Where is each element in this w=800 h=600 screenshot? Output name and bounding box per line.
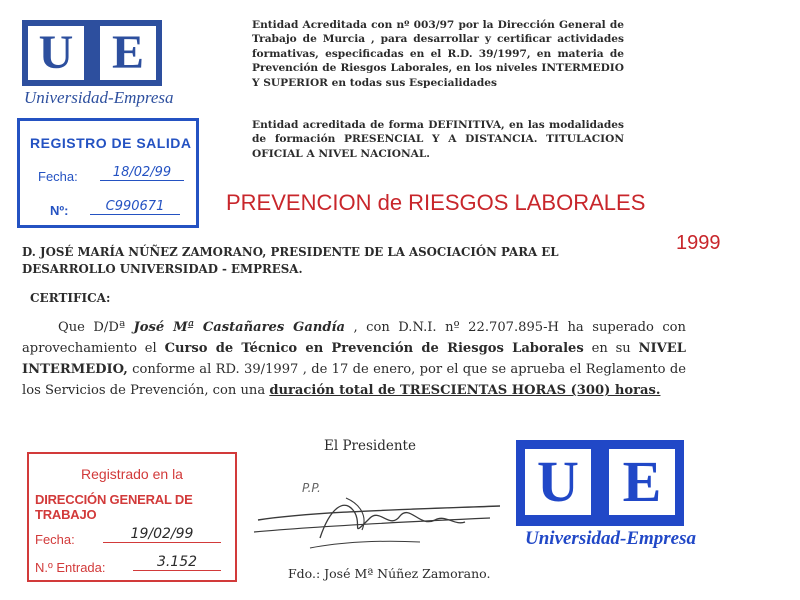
numero-value: C990671	[90, 199, 180, 215]
body-text-1: Que D/Dª	[58, 320, 134, 335]
certifica-heading: CERTIFICA:	[30, 291, 111, 305]
ue-logo-stamp	[516, 440, 684, 526]
reg-fecha-value: 19/02/99	[103, 526, 221, 543]
certificate-body	[22, 317, 686, 401]
logo-subtitle: Universidad-Empresa	[24, 88, 174, 107]
stamp-title: REGISTRO DE SALIDA	[30, 135, 192, 151]
signature	[250, 468, 510, 563]
document-title: PREVENCION de RIESGOS LABORALES	[226, 190, 646, 215]
reg-fecha-label: Fecha:	[35, 532, 75, 547]
body-text-4: conforme al RD. 39/1997 , de 17 de enero, por el que se aprueba el Reglamento de los Servicios de Prevención, con una	[22, 362, 686, 398]
logo-letter-u: U	[28, 26, 84, 80]
course-duration: duración total de TRESCIENTAS HORAS (300) horas.	[269, 383, 661, 398]
fecha-value: 18/02/99	[100, 165, 184, 181]
logo-letter-e: E	[100, 26, 156, 80]
body-text-3: en su	[583, 341, 639, 356]
entidad-definitiva-text: Entidad acreditada de forma DEFINITIVA, en las modalidades de formación PRESENCIAL Y A DISTANCIA. TITULACION OFICIAL A NIVEL NACIONAL.	[252, 119, 624, 160]
registrado-line2: DIRECCIÓN GENERAL DE TRABAJO	[35, 492, 193, 522]
fecha-label: Fecha:	[38, 169, 78, 184]
signature-initials: P.P.	[302, 481, 321, 495]
course-level: NIVEL INTERMEDIO,	[22, 341, 686, 377]
numero-label: Nº:	[50, 203, 69, 218]
reg-entrada-label: N.º Entrada:	[35, 560, 106, 575]
signature-title: El Presidente	[324, 438, 416, 454]
reg-entrada-value: 3.152	[133, 554, 221, 571]
presidente-statement: D. JOSÉ MARÍA NÚÑEZ ZAMORANO, PRESIDENTE DE LA ASOCIACIÓN PARA EL DESARROLLO UNIVERSIDAD - EMPRESA.	[22, 245, 559, 276]
registrado-stamp	[27, 452, 237, 582]
logo-stamp-subtitle: Universidad-Empresa	[525, 528, 696, 549]
student-name: José Mª Castañares Gandía	[133, 320, 345, 335]
ue-logo	[22, 20, 162, 86]
logo-stamp-letter-e: E	[609, 449, 675, 515]
body-text-2: , con D.N.I. nº 22.707.895-H ha superado con aprovechamiento el	[22, 320, 686, 356]
registro-salida-stamp	[17, 118, 199, 228]
registrado-line1: Registrado en la	[81, 466, 183, 482]
signer-name: Fdo.: José Mª Núñez Zamorano.	[288, 566, 491, 581]
logo-stamp-letter-u: U	[525, 449, 591, 515]
document-year: 1999	[676, 232, 721, 254]
course-name: Curso de Técnico en Prevención de Riesgos Laborales	[164, 341, 584, 356]
entidad-acreditada-text: Entidad Acreditada con nº 003/97 por la Dirección General de Trabajo de Murcia , para desarrollar y certificar actividades formativas, especificadas en el R.D. 39/1997, en materia de Prevención de Riesgos Laborales, en los niveles INTERMEDIO Y SUPERIOR en todas sus Especialidades	[252, 19, 624, 89]
